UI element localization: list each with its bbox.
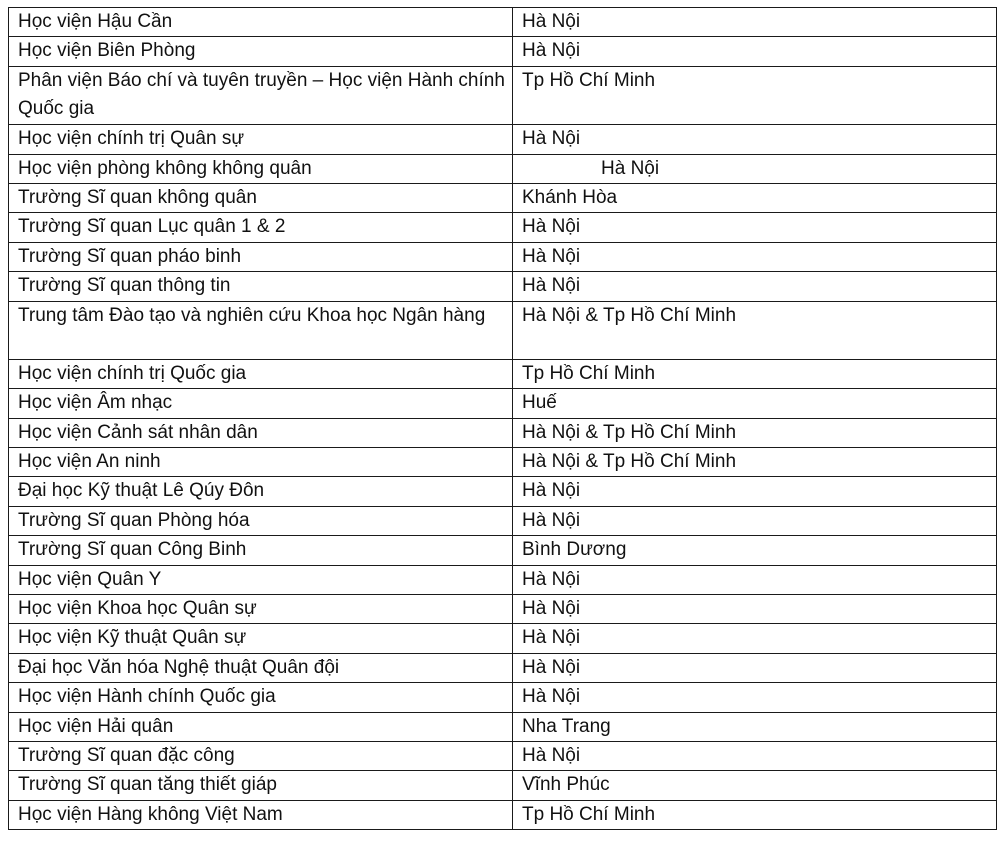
institution-name: Trường Sĩ quan Công Binh <box>9 536 513 565</box>
institution-name: Đại học Văn hóa Nghệ thuật Quân đội <box>9 653 513 682</box>
institution-location: Khánh Hòa <box>513 183 997 212</box>
table-row <box>9 595 997 624</box>
institution-name: Học viện chính trị Quốc gia <box>9 359 513 388</box>
table-row <box>9 536 997 565</box>
institution-name: Học viện chính trị Quân sự <box>9 125 513 154</box>
institution-location: Hà Nội <box>513 683 997 712</box>
institution-location: Vĩnh Phúc <box>513 771 997 800</box>
institution-name: Đại học Kỹ thuật Lê Qúy Đôn <box>9 477 513 506</box>
table-row <box>9 741 997 770</box>
institution-name: Học viện An ninh <box>9 448 513 477</box>
institution-name: Học viện Biên Phòng <box>9 37 513 66</box>
institution-location: Hà Nội & Tp Hồ Chí Minh <box>513 418 997 447</box>
institution-location: Tp Hồ Chí Minh <box>513 66 997 124</box>
institution-location: Hà Nội <box>513 506 997 535</box>
institution-location: Hà Nội <box>513 8 997 37</box>
table-row <box>9 66 997 124</box>
institution-name: Trường Sĩ quan tăng thiết giáp <box>9 771 513 800</box>
table-row <box>9 359 997 388</box>
table-row <box>9 565 997 594</box>
table-row <box>9 37 997 66</box>
table-row <box>9 242 997 271</box>
table-row <box>9 183 997 212</box>
institution-location: Hà Nội <box>513 213 997 242</box>
table-row <box>9 272 997 301</box>
institution-name: Học viện Hải quân <box>9 712 513 741</box>
institution-name: Trường Sĩ quan đặc công <box>9 741 513 770</box>
institution-name: Trường Sĩ quan Lục quân 1 & 2 <box>9 213 513 242</box>
table-row <box>9 771 997 800</box>
table-row <box>9 653 997 682</box>
institution-location: Hà Nội & Tp Hồ Chí Minh <box>513 301 997 359</box>
table-row <box>9 213 997 242</box>
institution-name: Học viện Hành chính Quốc gia <box>9 683 513 712</box>
table-row <box>9 477 997 506</box>
institution-name: Học viện Hậu Cần <box>9 8 513 37</box>
table-row <box>9 683 997 712</box>
institution-name: Học viện Âm nhạc <box>9 389 513 418</box>
institution-location: Hà Nội & Tp Hồ Chí Minh <box>513 448 997 477</box>
institution-name: Học viện Kỹ thuật Quân sự <box>9 624 513 653</box>
institution-name: Học viện Hàng không Việt Nam <box>9 800 513 829</box>
institution-name: Trường Sĩ quan thông tin <box>9 272 513 301</box>
institution-name: Trường Sĩ quan không quân <box>9 183 513 212</box>
table-row <box>9 712 997 741</box>
table-row <box>9 448 997 477</box>
table-row <box>9 125 997 154</box>
table-row <box>9 154 997 183</box>
institution-location: Huế <box>513 389 997 418</box>
institution-location: Hà Nội <box>513 653 997 682</box>
institution-name: Trường Sĩ quan pháo binh <box>9 242 513 271</box>
institution-location: Hà Nội <box>513 272 997 301</box>
institution-name: Trường Sĩ quan Phòng hóa <box>9 506 513 535</box>
institution-location: Hà Nội <box>513 595 997 624</box>
institution-location: Hà Nội <box>513 242 997 271</box>
institution-location: Hà Nội <box>513 565 997 594</box>
table-row <box>9 8 997 37</box>
institution-location: Hà Nội <box>513 37 997 66</box>
institution-name: Học viện Quân Y <box>9 565 513 594</box>
institution-location: Hà Nội <box>513 125 997 154</box>
table-row <box>9 389 997 418</box>
institution-name: Trung tâm Đào tạo và nghiên cứu Khoa học Ngân hàng <box>9 301 513 359</box>
table-row <box>9 506 997 535</box>
table-row <box>9 418 997 447</box>
table-row <box>9 301 997 359</box>
institution-name: Học viện Khoa học Quân sự <box>9 595 513 624</box>
institution-location: Tp Hồ Chí Minh <box>513 359 997 388</box>
table-row <box>9 800 997 829</box>
institution-location: Bình Dương <box>513 536 997 565</box>
institution-location: Hà Nội <box>513 477 997 506</box>
institution-location: Tp Hồ Chí Minh <box>513 800 997 829</box>
institution-location: Hà Nội <box>513 624 997 653</box>
institutions-table <box>8 7 997 830</box>
institution-location: Hà Nội <box>513 154 997 183</box>
table-row <box>9 624 997 653</box>
institution-name: Học viện phòng không không quân <box>9 154 513 183</box>
institution-location: Nha Trang <box>513 712 997 741</box>
institution-location: Hà Nội <box>513 741 997 770</box>
institution-name: Học viện Cảnh sát nhân dân <box>9 418 513 447</box>
institution-name: Phân viện Báo chí và tuyên truyền – Học viện Hành chính Quốc gia <box>9 66 513 124</box>
